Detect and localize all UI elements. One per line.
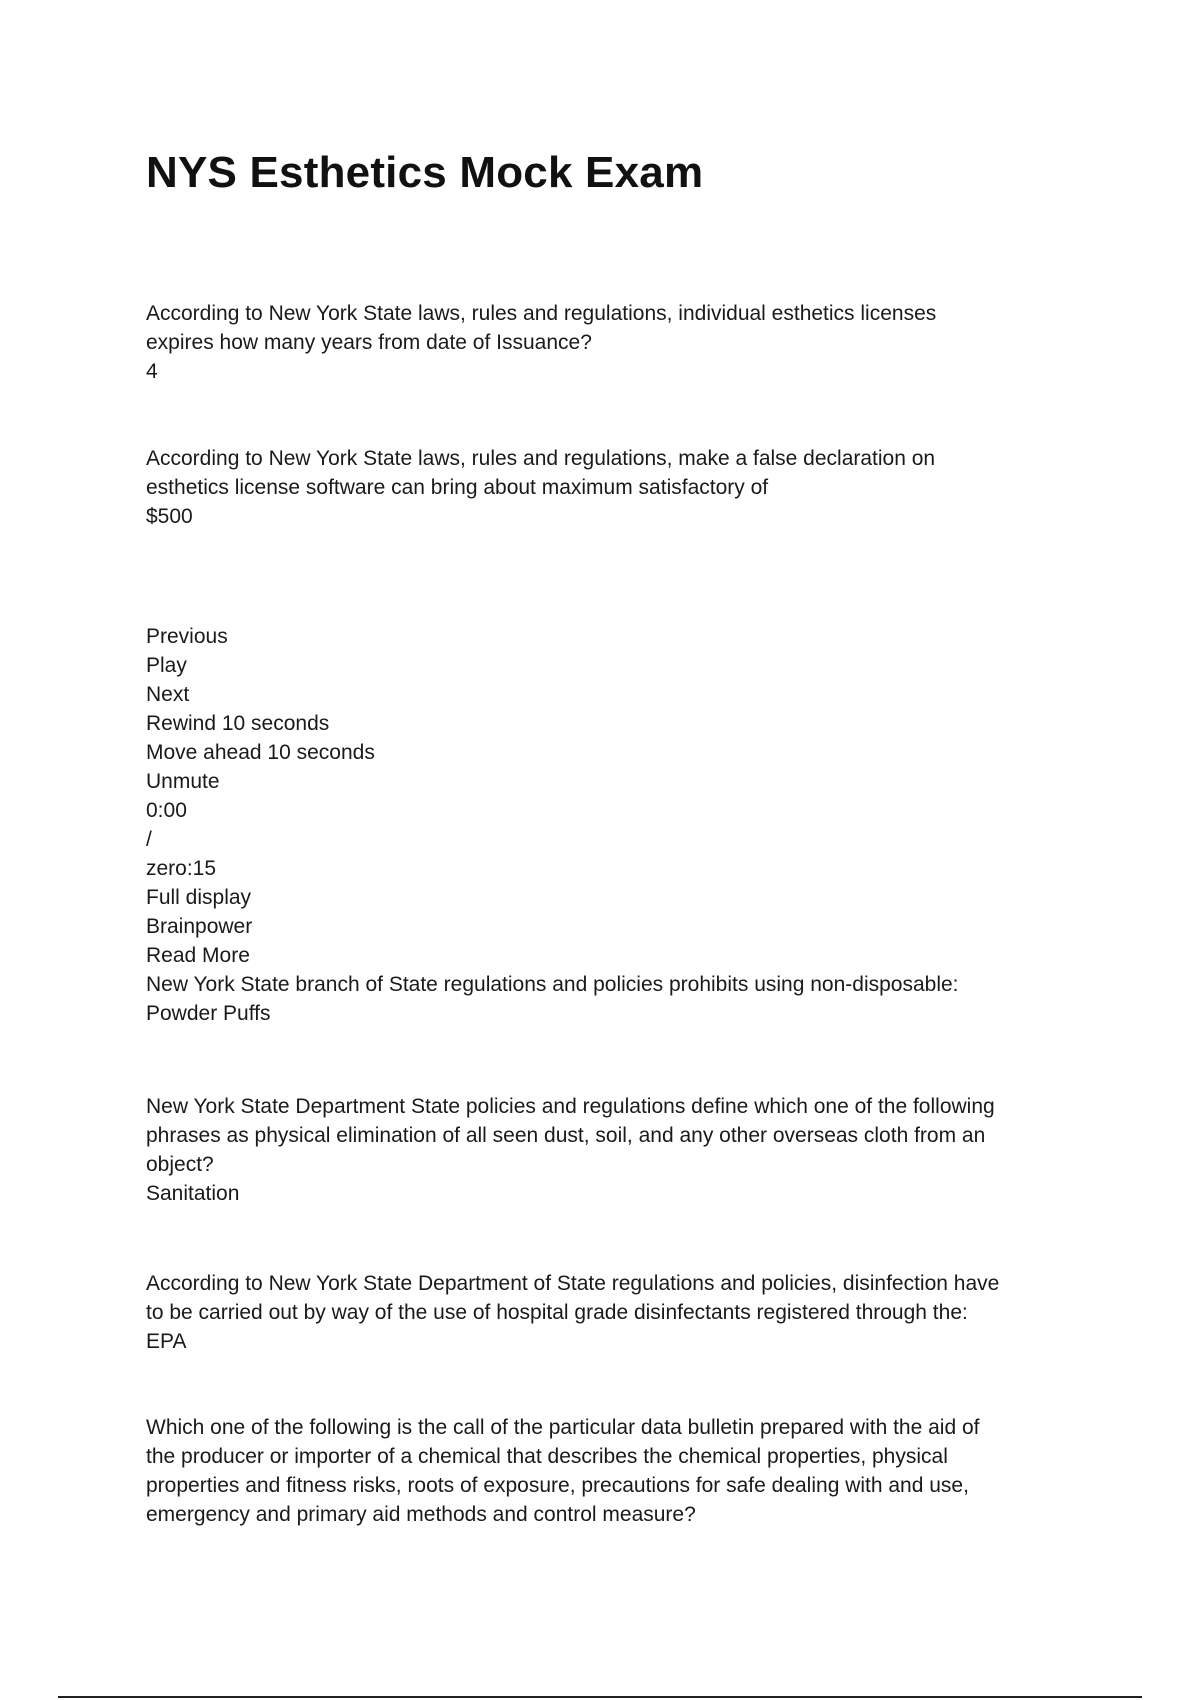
- player-play-button[interactable]: Play: [146, 654, 187, 677]
- answer-3: Powder Puffs: [146, 1002, 271, 1025]
- answer-2: $500: [146, 505, 193, 528]
- answer-4: Sanitation: [146, 1182, 240, 1205]
- question-block-4: [146, 1092, 1066, 1208]
- player-current-time: 0:00: [146, 799, 187, 822]
- question-2-line-2: esthetics license software can bring about maximum satisfactory of: [146, 476, 769, 499]
- question-4-line-1: New York State Department State policies and regulations define which one of the following: [146, 1095, 995, 1118]
- video-player-text: [146, 622, 1066, 1028]
- answer-5: EPA: [146, 1330, 187, 1353]
- player-forward-button[interactable]: Move ahead 10 seconds: [146, 741, 375, 764]
- question-block-2: [146, 444, 1066, 531]
- question-6-line-2: the producer or importer of a chemical that describes the chemical properties, physical: [146, 1445, 948, 1468]
- question-2-line-1: According to New York State laws, rules and regulations, make a false declaration on: [146, 447, 936, 470]
- question-block-5: [146, 1269, 1066, 1356]
- player-duration: zero:15: [146, 857, 217, 880]
- question-1-line-1: According to New York State laws, rules and regulations, individual esthetics licenses: [146, 302, 937, 325]
- player-brand-link[interactable]: Brainpower: [146, 915, 253, 938]
- question-4-line-3: object?: [146, 1153, 214, 1176]
- player-previous-button[interactable]: Previous: [146, 625, 228, 648]
- question-4-line-2: phrases as physical elimination of all seen dust, soil, and any other overseas cloth from an: [146, 1124, 986, 1147]
- footer-divider: [58, 1696, 1142, 1698]
- page-title: NYS Esthetics Mock Exam: [146, 148, 704, 197]
- question-6-line-3: properties and fitness risks, roots of exposure, precautions for safe dealing with and use,: [146, 1474, 969, 1497]
- player-rewind-button[interactable]: Rewind 10 seconds: [146, 712, 330, 735]
- player-fullscreen-button[interactable]: Full display: [146, 886, 252, 909]
- read-more-link[interactable]: Read More: [146, 944, 250, 967]
- question-5-line-2: to be carried out by way of the use of hospital grade disinfectants registered through the:: [146, 1301, 968, 1324]
- answer-1: 4: [146, 360, 158, 383]
- question-block-1: [146, 299, 1066, 386]
- question-5-line-1: According to New York State Department of State regulations and policies, disinfection have: [146, 1272, 1000, 1295]
- question-6-line-4: emergency and primary aid methods and control measure?: [146, 1503, 696, 1526]
- player-unmute-button[interactable]: Unmute: [146, 770, 220, 793]
- question-3-line-1: New York State branch of State regulations and policies prohibits using non-disposable:: [146, 973, 959, 996]
- question-1-line-2: expires how many years from date of Issuance?: [146, 331, 592, 354]
- question-6-line-1: Which one of the following is the call of the particular data bulletin prepared with the aid of: [146, 1416, 980, 1439]
- player-next-button[interactable]: Next: [146, 683, 190, 706]
- question-block-6: [146, 1413, 1066, 1529]
- player-time-separator: /: [146, 828, 152, 851]
